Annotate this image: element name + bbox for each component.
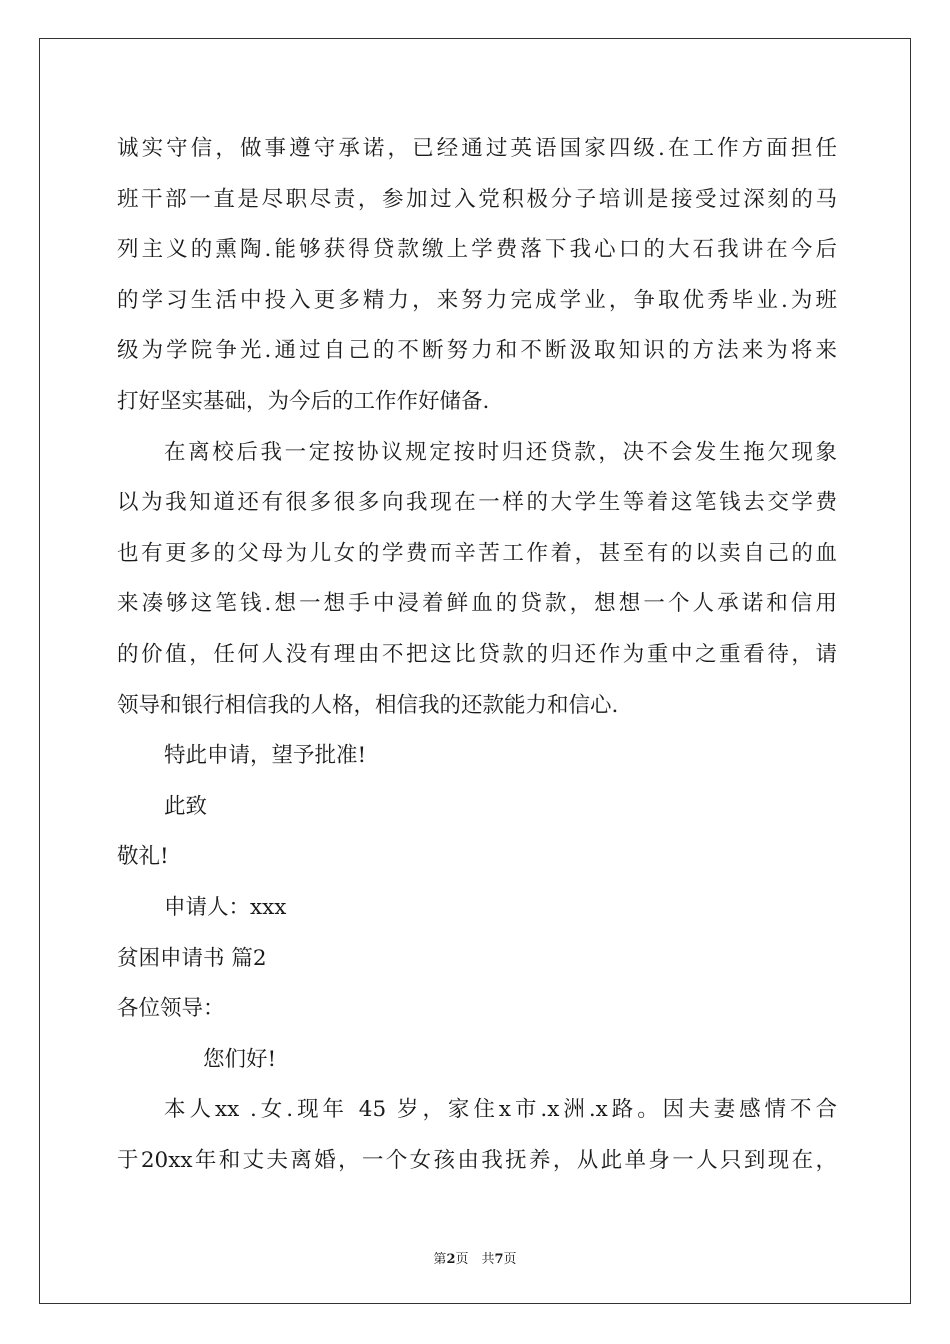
page-footer: [0, 1248, 950, 1267]
page-suffix: 页: [503, 1252, 517, 1267]
paragraph-line: 也有更多的父母为儿女的学费而辛苦工作着，甚至有的以卖自己的血: [117, 540, 837, 566]
page-current: 2: [446, 1252, 456, 1267]
page-prefix: 第: [433, 1252, 447, 1267]
paragraph-line: 诚实守信，做事遵守承诺，已经通过英语国家四级.在工作方面担任: [117, 136, 837, 161]
paragraph-line: 打好坚实基础，为今后的工作作好储备.: [117, 388, 490, 414]
paragraph-line: 来凑够这笔钱.想一想手中浸着鲜血的贷款，想想一个人承诺和信用: [117, 591, 837, 617]
paragraph-line: 以为我知道还有很多很多向我现在一样的大学生等着这笔钱去交学费: [117, 490, 837, 516]
closing-request: 特此申请，望予批准!: [164, 743, 367, 769]
closing-salutation: 此致: [164, 793, 208, 819]
letter-greeting-hello: 您们好!: [203, 1046, 277, 1072]
closing-regards: 敬礼!: [117, 844, 169, 870]
paragraph-line: 的学习生活中投入更多精力，来努力完成学业，争取优秀毕业.为班: [117, 287, 837, 313]
paragraph-line: 级为学院争光.通过自己的不断努力和不断汲取知识的方法来为将来: [117, 338, 837, 364]
section-title: 贫困申请书 篇2: [117, 945, 267, 971]
paragraph-line: 班干部一直是尽职尽责，参加过入党积极分子培训是接受过深刻的马: [117, 186, 837, 212]
paragraph-line: 的价值，任何人没有理由不把这比贷款的归还作为重中之重看待，请: [117, 641, 837, 667]
paragraph-line: 于20xx年和丈夫离婚，一个女孩由我抚养，从此单身一人只到现在，: [117, 1147, 837, 1173]
document-body: [117, 124, 837, 1186]
page-total: 7: [494, 1252, 504, 1267]
page-mid: 页 共: [455, 1252, 495, 1267]
applicant-signature: 申请人：xxx: [164, 894, 287, 920]
paragraph-line: 本人xx .女.现年 45 岁，家住x市.x洲.x路。因夫妻感情不合: [164, 1097, 837, 1123]
paragraph-line: 领导和银行相信我的人格，相信我的还款能力和信心.: [117, 692, 619, 718]
paragraph-line: 列主义的熏陶.能够获得贷款缴上学费落下我心口的大石我讲在今后: [117, 237, 837, 263]
paragraph-line: 在离校后我一定按协议规定按时归还贷款，决不会发生拖欠现象: [164, 439, 837, 465]
letter-greeting: 各位领导：: [117, 996, 225, 1022]
